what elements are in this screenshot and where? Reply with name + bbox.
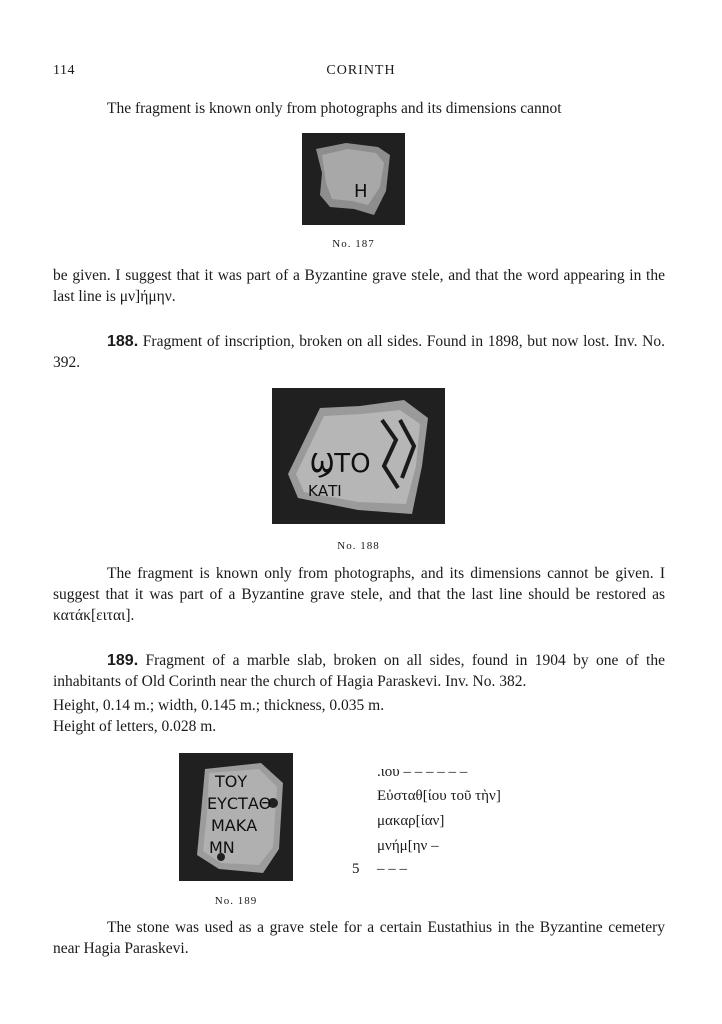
fragment-188-line1: ϢΤΟ — [310, 449, 371, 479]
fragment-189-line3: ΜΑΚΑ — [211, 816, 258, 835]
entry-189-dimensions: Height, 0.14 m.; width, 0.145 m.; thickness, 0.035 m. — [53, 697, 385, 714]
transcription-line-2: Εὐσταθ[ίου τοῦ τὴν] — [377, 788, 501, 804]
entry-189 — [53, 650, 665, 692]
photo-fragment-188 — [272, 388, 445, 524]
fragment-189-image — [179, 753, 293, 881]
transcription-line-number: 5 — [352, 861, 360, 877]
fragment-189-line1: ΤΟΥ — [215, 772, 248, 791]
transcription-line-5: – – – — [377, 861, 407, 877]
para-189-text: The stone was used as a grave stele for a certain Eustathius in the Byzantine cemetery near Hagia Paraskevi. — [53, 919, 665, 957]
entry-188 — [53, 331, 665, 373]
entry-189-text: Fragment of a marble slab, broken on all sides, found in 1904 by one of the inhabitants of Old Corinth near the church of Hagia Paraskevi. Inv. No. 382. — [53, 652, 665, 690]
entry-188-text: Fragment of inscription, broken on all sides. Found in 1898, but now lost. Inv. No. 392. — [53, 333, 665, 371]
transcription-line-1: .ιου – – – – – – — [377, 764, 468, 780]
caption-187: No. 187 — [332, 238, 375, 250]
entry-189-number: 189. — [107, 652, 139, 669]
transcription-line-3: μακαρ[ίαν] — [377, 813, 445, 829]
transcription-line-4: μνήμ[ην – — [377, 838, 439, 854]
fragment-187-image — [302, 133, 405, 225]
fragment-189-line4: ΜΝ — [209, 838, 235, 857]
fragment-187-letters: Η — [354, 181, 368, 202]
caption-189: No. 189 — [214, 895, 258, 907]
photo-fragment-189 — [179, 753, 293, 881]
para-188-text: The fragment is known only from photographs, and its dimensions cannot be given. I suggest that it was part of a Byzantine grave stele, and that the last line should be restored as κατάκ[ειται]. — [53, 565, 665, 624]
page-number: 114 — [53, 63, 75, 78]
running-head: CORINTH — [326, 63, 396, 78]
photo-fragment-187 — [302, 133, 405, 225]
fragment-189-line2: ΕΥϹΤΑΘ — [207, 794, 272, 813]
para-187-intro: The fragment is known only from photographs and its dimensions cannot — [107, 100, 562, 117]
fragment-188-image — [272, 388, 445, 524]
entry-189-letter-height: Height of letters, 0.028 m. — [53, 718, 217, 735]
para-187-text: be given. I suggest that it was part of a Byzantine grave stele, and that the word appearing in the last line is μν]ήμην. — [53, 267, 665, 305]
caption-188: No. 188 — [337, 540, 380, 552]
fragment-188-line2: ΚΑΤΙ — [308, 482, 342, 500]
entry-188-number: 188. — [107, 333, 139, 350]
